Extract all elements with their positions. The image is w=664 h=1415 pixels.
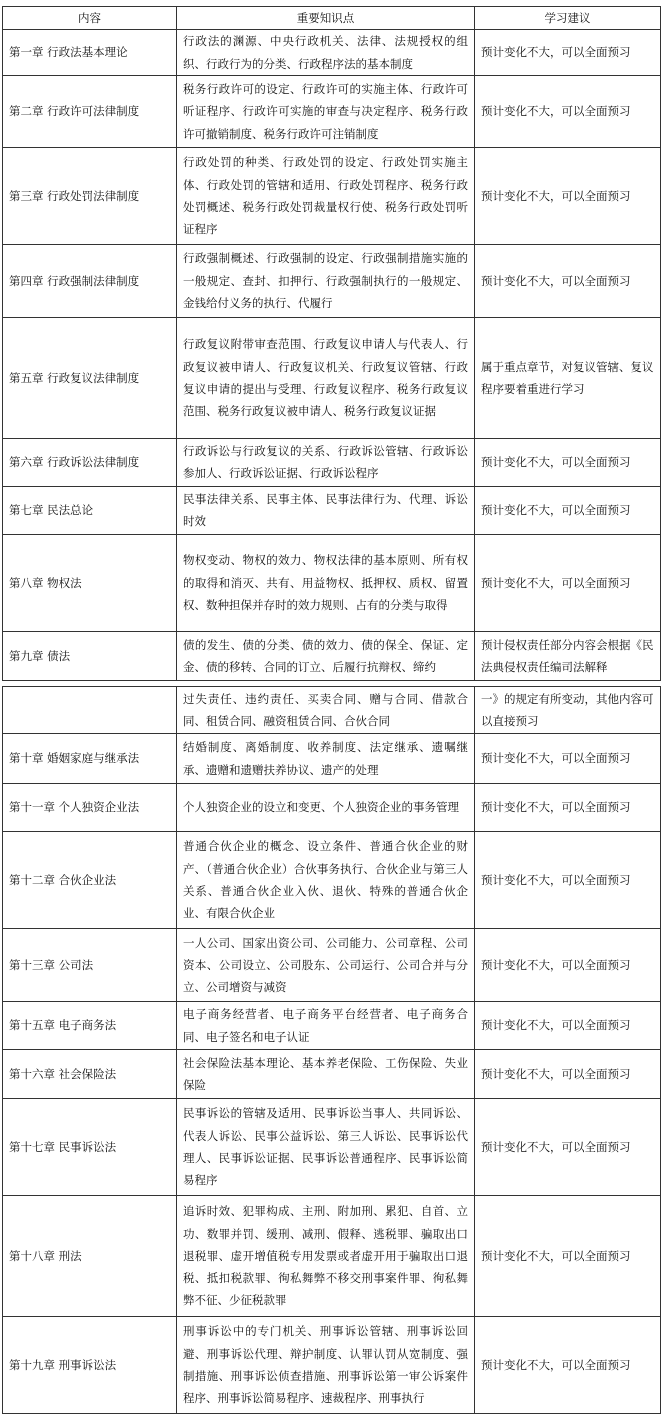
chapter-cell <box>3 687 177 734</box>
key-points-cell: 电子商务经营者、电子商务平台经营者、电子商务合同、电子签名和电子认证 <box>177 1002 475 1050</box>
study-advice-cell: 预计变化不大，可以全面预习 <box>475 147 661 244</box>
key-points-cell: 行政复议附带审查范围、行政复议申请人与代表人、行政复议被申请人、行政复议机关、行政复议管辖、行政复议申请的提出与受理、行政复议程序、税务行政复议范围、税务行政复议被申请人、税务行政复议证据 <box>177 317 475 438</box>
table-row <box>3 1002 661 1050</box>
knowledge-table-top <box>2 6 661 681</box>
key-points-cell: 行政诉讼与行政复议的关系、行政诉讼管辖、行政诉讼参加人、行政诉讼证据、行政诉讼程序 <box>177 438 475 486</box>
table-row <box>3 30 661 76</box>
study-advice-cell: 属于重点章节，对复议管辖、复议程序要着重进行学习 <box>475 317 661 438</box>
chapter-cell: 第十三章 公司法 <box>3 929 177 1002</box>
key-points-cell: 刑事诉讼中的专门机关、刑事诉讼管辖、刑事诉讼回避、刑事诉讼代理、辩护制度、认罪认罚从宽制度、强制措施、刑事诉讼侦查措施、刑事诉讼第一审公诉案件程序、刑事诉讼简易程序、速裁程序、刑事执行 <box>177 1317 475 1414</box>
chapter-cell: 第十六章 社会保险法 <box>3 1050 177 1099</box>
study-advice-cell: 预计变化不大，可以全面预习 <box>475 929 661 1002</box>
table-row <box>3 147 661 244</box>
table-header-row <box>3 7 661 30</box>
study-advice-cell: 预计侵权责任部分内容会根据《民法典侵权责任编司法解释 <box>475 631 661 680</box>
chapter-cell: 第六章 行政诉讼法律制度 <box>3 438 177 486</box>
key-points-cell: 行政处罚的种类、行政处罚的设定、行政处罚实施主体、行政处罚的管辖和适用、行政处罚程序、税务行政处罚概述、税务行政处罚裁量权行使、税务行政处罚听证程序 <box>177 147 475 244</box>
knowledge-table-bottom <box>2 686 661 1414</box>
key-points-cell: 追诉时效、犯罪构成、主刑、附加刑、累犯、自首、立功、数罪并罚、缓刑、减刑、假释、逃税罪、骗取出口退税罪、虚开增值税专用发票或者虚开用于骗取出口退税、抵扣税款罪、徇私舞弊不移交刑事案件罪、徇私舞弊不征、少征税款罪 <box>177 1196 475 1317</box>
header-study-advice: 学习建议 <box>475 7 661 30</box>
chapter-cell: 第五章 行政复议法律制度 <box>3 317 177 438</box>
key-points-cell: 民事法律关系、民事主体、民事法律行为、代理、诉讼时效 <box>177 486 475 534</box>
key-points-cell: 结婚制度、离婚制度、收养制度、法定继承、遗嘱继承、遗赠和遗赠扶养协议、遗产的处理 <box>177 734 475 784</box>
study-advice-cell: 预计变化不大，可以全面预习 <box>475 1050 661 1099</box>
key-points-cell: 民事诉讼的管辖及适用、民事诉讼当事人、共同诉讼、代表人诉讼、民事公益诉讼、第三人诉讼、民事诉讼代理人、民事诉讼证据、民事诉讼普通程序、民事诉讼简易程序 <box>177 1099 475 1196</box>
chapter-cell: 第一章 行政法基本理论 <box>3 30 177 76</box>
study-advice-cell: 预计变化不大，可以全面预习 <box>475 784 661 832</box>
study-advice-cell: 预计变化不大，可以全面预习 <box>475 30 661 76</box>
key-points-cell: 债的发生、债的分类、债的效力、债的保全、保证、定金、债的移转、合同的订立、后履行抗辩权、缔约 <box>177 631 475 680</box>
key-points-cell: 过失责任、违约责任、买卖合同、赠与合同、借款合同、租赁合同、融资租赁合同、合伙合同 <box>177 687 475 734</box>
study-advice-cell: 预计变化不大，可以全面预习 <box>475 1196 661 1317</box>
study-advice-cell: 预计变化不大，可以全面预习 <box>475 438 661 486</box>
chapter-cell: 第十九章 刑事诉讼法 <box>3 1317 177 1414</box>
watermark: ​ <box>204 235 226 250</box>
table-row <box>3 244 661 317</box>
chapter-cell: 第十五章 电子商务法 <box>3 1002 177 1050</box>
table-row <box>3 534 661 631</box>
chapter-cell: 第十章 婚姻家庭与继承法 <box>3 734 177 784</box>
chapter-cell: 第三章 行政处罚法律制度 <box>3 147 177 244</box>
table-row <box>3 734 661 784</box>
header-key-points: 重要知识点 <box>177 7 475 30</box>
table-row <box>3 784 661 832</box>
header-content: 内容 <box>3 7 177 30</box>
chapter-cell: 第十七章 民事诉讼法 <box>3 1099 177 1196</box>
study-advice-cell: 预计变化不大，可以全面预习 <box>475 832 661 929</box>
chapter-cell: 第七章 民法总论 <box>3 486 177 534</box>
table-row <box>3 438 661 486</box>
study-advice-cell: 预计变化不大，可以全面预习 <box>475 1002 661 1050</box>
key-points-cell: 一人公司、国家出资公司、公司能力、公司章程、公司资本、公司设立、公司股东、公司运行、公司合并与分立、公司增资与减资 <box>177 929 475 1002</box>
chapter-cell: 第九章 债法 <box>3 631 177 680</box>
table-row <box>3 75 661 147</box>
table-row <box>3 1050 661 1099</box>
chapter-cell: 第八章 物权法 <box>3 534 177 631</box>
study-advice-cell: 预计变化不大，可以全面预习 <box>475 534 661 631</box>
chapter-cell: 第十一章 个人独资企业法 <box>3 784 177 832</box>
table-row <box>3 1099 661 1196</box>
study-advice-cell: 一》的规定有所变动，其他内容可以直接预习 <box>475 687 661 734</box>
key-points-cell: 个人独资企业的设立和变更、个人独资企业的事务管理 <box>177 784 475 832</box>
table-row <box>3 631 661 680</box>
table-row <box>3 317 661 438</box>
key-points-cell: 社会保险法基本理论、基本养老保险、工伤保险、失业保险 <box>177 1050 475 1099</box>
study-advice-cell: 预计变化不大，可以全面预习 <box>475 1317 661 1414</box>
table-row <box>3 832 661 929</box>
table-row <box>3 1196 661 1317</box>
key-points-cell: 行政法的渊源、中央行政机关、法律、法规授权的组织、行政行为的分类、行政程序法的基本制度 <box>177 30 475 76</box>
table-row <box>3 1317 661 1414</box>
study-advice-cell: 预计变化不大，可以全面预习 <box>475 486 661 534</box>
study-advice-cell: 预计变化不大，可以全面预习 <box>475 244 661 317</box>
table-row <box>3 929 661 1002</box>
study-advice-cell: 预计变化不大，可以全面预习 <box>475 75 661 147</box>
chapter-cell: 第十二章 合伙企业法 <box>3 832 177 929</box>
study-advice-cell: 预计变化不大，可以全面预习 <box>475 1099 661 1196</box>
table-row <box>3 687 661 734</box>
key-points-cell: 普通合伙企业的概念、设立条件、普通合伙企业的财产、（普通合伙企业）合伙事务执行、合伙企业与第三人关系、普通合伙企业入伙、退伙、特殊的普通合伙企业、有限合伙企业 <box>177 832 475 929</box>
chapter-cell: 第十八章 刑法 <box>3 1196 177 1317</box>
key-points-cell: 物权变动、物权的效力、物权法律的基本原则、所有权的取得和消灭、共有、用益物权、抵押权、质权、留置权、数种担保并存时的效力规则、占有的分类与取得 <box>177 534 475 631</box>
key-points-cell: 税务行政许可的设定、行政许可的实施主体、行政许可听证程序、行政许可实施的审查与决定程序、税务行政许可撤销制度、税务行政许可注销制度 <box>177 75 475 147</box>
chapter-cell: 第四章 行政强制法律制度 <box>3 244 177 317</box>
study-advice-cell: 预计变化不大，可以全面预习 <box>475 734 661 784</box>
chapter-cell: 第二章 行政许可法律制度 <box>3 75 177 147</box>
key-points-cell: 行政强制概述、行政强制的设定、行政强制措施实施的一般规定、查封、扣押行、行政强制执行的一般规定、金钱给付义务的执行、代履行 <box>177 244 475 317</box>
table-row <box>3 486 661 534</box>
